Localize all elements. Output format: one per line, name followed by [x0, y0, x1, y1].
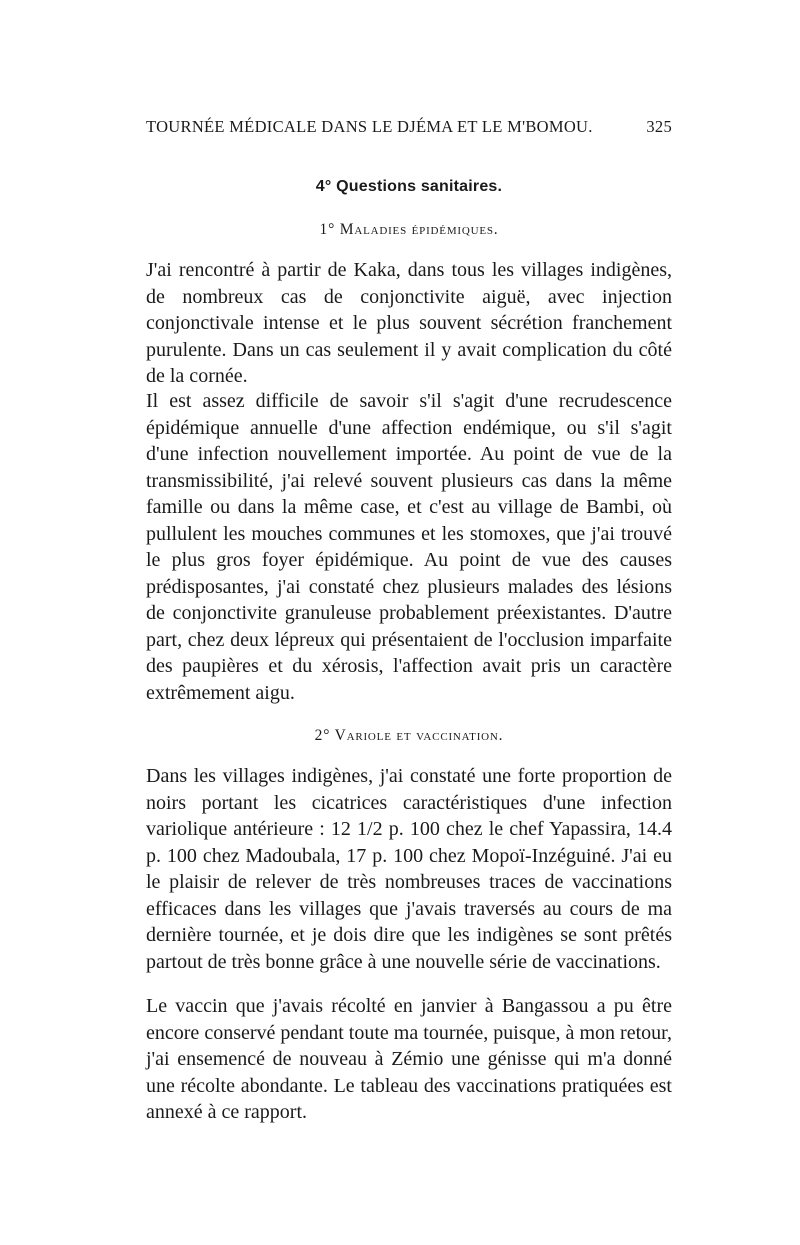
- paragraph-smallpox-scars: Dans les villages indigènes, j'ai constaté une forte proportion de noirs portant les cicatrices caractéristiques d'une infection variolique antérieure : 12 1/2 p. 100 chez le chef Yapassira, 14.4 p. 100 chez Madoubala, 17 p. 100 chez Mopoï-Inzéguiné. J'ai eu le plaisir de relever de très nombreuses traces de vaccinations efficaces dans les villages que j'avais traversés au cours de ma dernière tournée, et je dois dire que les indigènes se sont prêtés partout de très bonne grâce à une nouvelle série de vaccinations.: [146, 765, 672, 973]
- paragraph-vaccine-conservation: Le vaccin que j'avais récolté en janvier à Bangassou a pu être encore conservé pendant toute ma tournée, puisque, à mon retour, j'ai ensemencé de nouveau à Zémio une génisse qui m'a donné une récolte abondante. Le tableau des vaccinations pratiquées est annexé à ce rapport.: [146, 995, 672, 1123]
- paragraph-conjunctivitis-origin: Il est assez difficile de savoir s'il s'agit d'une recrudescence épidémique annuelle d'une affection endémique, ou s'il s'agit d'une infection nouvellement importée. Au point de vue de la transmissibilité, j'ai relevé souvent plusieurs cas dans la même famille ou dans la même case, et c'est au village de Bambi, où pullulent les mouches communes et les stomoxes, que j'ai trouvé le plus gros foyer épidémique. Au point de vue des causes prédisposantes, j'ai constaté chez plusieurs malades des lésions de conjonctivite granuleuse probablement préexistantes. D'autre part, chez deux lépreux qui présentaient de l'occlusion imparfaite des paupières et du xérosis, l'affection avait pris un caractère extrêmement aigu.: [146, 390, 672, 704]
- subsection-title-smallpox-vaccination: 2° Variole et vaccination.: [314, 727, 504, 744]
- page-number: 325: [646, 117, 672, 136]
- running-header: [146, 117, 672, 137]
- section-title: 4° Questions sanitaires.: [315, 178, 503, 195]
- subsection-title-epidemic-diseases: 1° Maladies épidémiques.: [319, 221, 499, 238]
- paragraph-conjunctivitis-cases: J'ai rencontré à partir de Kaka, dans tous les villages indigènes, de nombreux cas de conjonctivite aiguë, avec injection conjonctivale intense et le plus souvent sécrétion franchement purulente. Dans un cas seulement il y avait complication du côté de la cornée.: [146, 259, 672, 387]
- running-title: TOURNÉE MÉDICALE DANS LE DJÉMA ET LE M'BOMOU.: [146, 117, 593, 136]
